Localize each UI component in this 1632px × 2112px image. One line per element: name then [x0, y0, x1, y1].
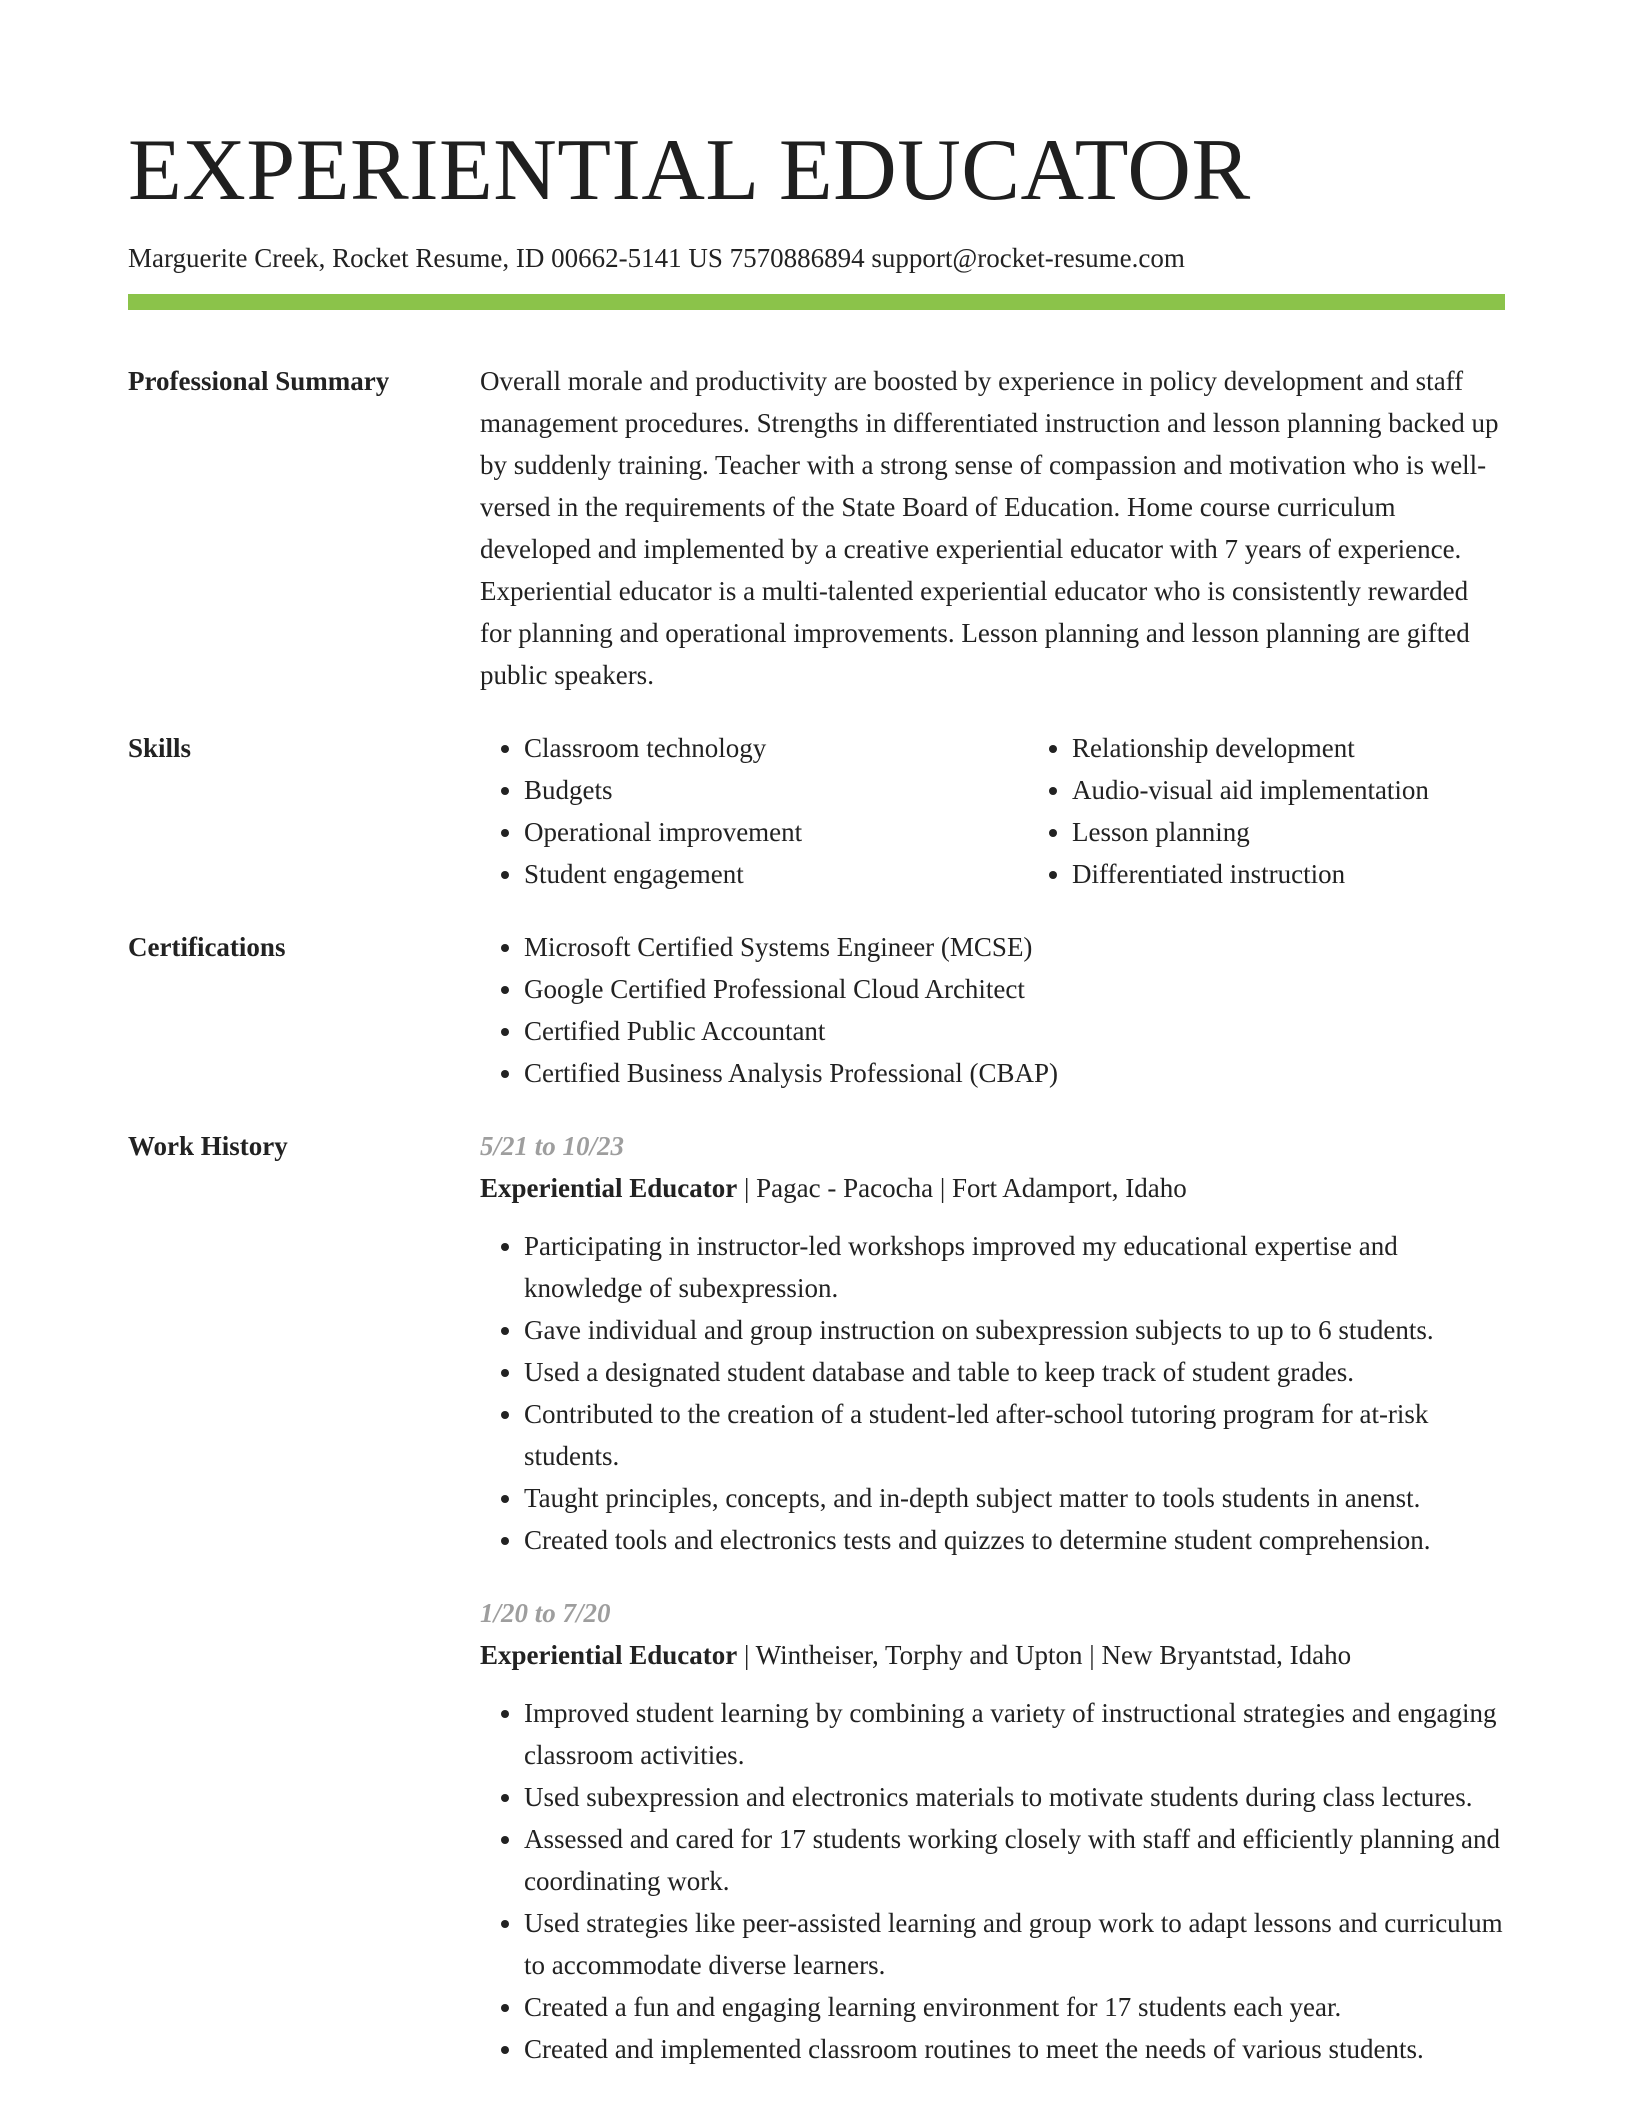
skill-item: • Differentiated instruction	[1072, 853, 1576, 895]
job-bullet: • Used a designated student database and table to keep track of student grades.	[524, 1351, 1505, 1393]
skills-label: Skills	[128, 733, 192, 763]
skills-grid	[480, 727, 1576, 895]
work-history-body	[480, 1125, 1505, 2101]
certifications-section	[128, 926, 1505, 1094]
skill-item: • Classroom technology	[524, 727, 1028, 769]
job-dates: 1/20 to 7/20	[480, 1598, 611, 1628]
work-history-label: Work History	[128, 1131, 288, 1161]
skill-item: • Relationship development	[1072, 727, 1576, 769]
job-employer-location: | Pagac - Pacocha | Fort Adamport, Idaho	[737, 1173, 1187, 1203]
skill-item: • Operational improvement	[524, 811, 1028, 853]
job-entry	[480, 1125, 1505, 1561]
job-entry	[480, 1592, 1505, 2070]
job-bullets	[480, 1225, 1505, 1561]
certifications-label: Certifications	[128, 932, 286, 962]
job-bullet: • Created and implemented classroom routines to meet the needs of various students.	[524, 2028, 1505, 2070]
job-bullet: • Improved student learning by combining a variety of instructional strategies and engaging classroom activities.	[524, 1692, 1505, 1776]
job-title: Experiential Educator	[480, 1640, 738, 1670]
job-bullet: • Participating in instructor-led workshops improved my educational expertise and knowledge of subexpression.	[524, 1225, 1505, 1309]
work-history-section	[128, 1125, 1505, 2101]
skill-item: • Audio-visual aid implementation	[1072, 769, 1576, 811]
summary-text: Overall morale and productivity are boosted by experience in policy development and staff management procedures. Strengths in differentiated instruction and lesson planning backed up by suddenly training. Teacher with a strong sense of compassion and motivation who is well-versed in the requirements of the State Board of Education. Home course curriculum developed and implemented by a creative experiential educator with 7 years of experience. Experiential educator is a multi-talented experiential educator who is consistently rewarded for planning and operational improvements. Lesson planning and lesson planning are gifted public speakers.	[480, 366, 1499, 690]
job-header	[480, 1167, 1505, 1209]
skill-item: • Student engagement	[524, 853, 1028, 895]
certification-item: • Google Certified Professional Cloud Architect	[524, 968, 1505, 1010]
certification-item: • Microsoft Certified Systems Engineer (MCSE)	[524, 926, 1505, 968]
job-bullet: • Assessed and cared for 17 students working closely with staff and efficiently planning and coordinating work.	[524, 1818, 1505, 1902]
job-bullet: • Gave individual and group instruction on subexpression subjects to up to 6 students.	[524, 1309, 1505, 1351]
job-bullet: • Used subexpression and electronics materials to motivate students during class lectures.	[524, 1776, 1505, 1818]
skills-section	[128, 727, 1505, 895]
job-bullet: • Contributed to the creation of a student-led after-school tutoring program for at-risk students.	[524, 1393, 1505, 1477]
certification-item: • Certified Public Accountant	[524, 1010, 1505, 1052]
job-bullet: • Created a fun and engaging learning environment for 17 students each year.	[524, 1986, 1505, 2028]
certifications-body	[480, 926, 1505, 1094]
candidate-name: EXPERIENTIAL EDUCATOR	[128, 122, 1251, 219]
job-employer-location: | Wintheiser, Torphy and Upton | New Bryantstad, Idaho	[737, 1640, 1352, 1670]
skill-item: • Budgets	[524, 769, 1028, 811]
job-title: Experiential Educator	[480, 1173, 738, 1203]
job-bullet: • Created tools and electronics tests and quizzes to determine student comprehension.	[524, 1519, 1505, 1561]
skills-list-left	[480, 727, 1028, 895]
job-bullet: • Used strategies like peer-assisted learning and group work to adapt lessons and curriculum to accommodate diverse learners.	[524, 1902, 1505, 1986]
job-header	[480, 1634, 1505, 1676]
certifications-list	[480, 926, 1505, 1094]
contact-line: Marguerite Creek, Rocket Resume, ID 00662-5141 US 7570886894 support@rocket-resume.com	[128, 243, 1185, 273]
resume-page	[128, 118, 1505, 2101]
skill-item: • Lesson planning	[1072, 811, 1576, 853]
summary-label: Professional Summary	[128, 366, 390, 396]
header-divider	[128, 294, 1505, 310]
job-dates: 5/21 to 10/23	[480, 1131, 625, 1161]
certification-item: • Certified Business Analysis Professional (CBAP)	[524, 1052, 1505, 1094]
job-bullets	[480, 1692, 1505, 2070]
skills-list-right	[1028, 727, 1576, 895]
job-bullet: • Taught principles, concepts, and in-depth subject matter to tools students in anenst.	[524, 1477, 1505, 1519]
summary-section	[128, 360, 1505, 696]
